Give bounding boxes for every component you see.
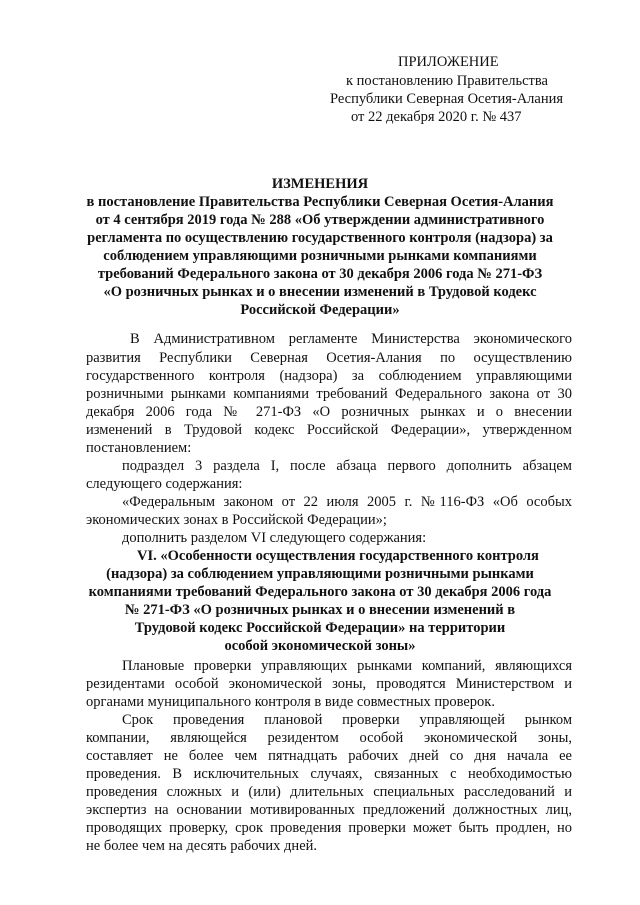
paragraph-line: проводящих проверку, срок проведения проверки может быть продлен, но: [86, 820, 572, 836]
approval-line: Республики Северная Осетия-Алания: [330, 91, 564, 107]
paragraph-line: следующего содержания:: [86, 476, 243, 492]
paragraph-line: государственного контроля (надзора) за соблюдением управляющими: [86, 368, 572, 384]
section-title-line: № 271-ФЗ «О розничных рынках и о внесении изменений в: [124, 602, 516, 618]
title-line: «О розничных рынках и о внесении изменений в Трудовой кодекс: [103, 284, 537, 300]
paragraph-line: экспертиз на основании мотивированных предложений должностных лиц,: [86, 802, 572, 818]
title-line: Российской Федерации»: [240, 302, 400, 318]
paragraph-line: развития Республики Северная Осетия-Алания по осуществлению: [86, 350, 572, 366]
title-line: в постановление Правительства Республики Северная Осетия-Алания: [86, 194, 554, 210]
paragraph-line: органами муниципального контроля в виде совместных проверок.: [86, 694, 495, 710]
paragraph-line: резидентами особой экономической зоны, проводятся Министерством и: [86, 676, 572, 692]
paragraph-line: розничными рынками компаниями требований Федерального закона от 30: [86, 386, 572, 402]
paragraph-line: декабря 2006 года № 271-ФЗ «О розничных рынках и о внесении: [86, 404, 572, 420]
section-title-line: Трудовой кодекс Российской Федерации» на территории: [134, 620, 506, 636]
section-title-line: (надзора) за соблюдением управляющими розничными рынками: [106, 566, 534, 582]
paragraph-line: изменений в Трудовой кодекс Российской Федерации», утвержденном: [86, 422, 572, 438]
section-title-line: особой экономической зоны»: [224, 638, 416, 654]
title-line: требований Федерального закона от 30 декабря 2006 года № 271-ФЗ: [97, 266, 543, 282]
amendment-item-2: дополнить разделом VI следующего содержания:: [122, 530, 427, 546]
paragraph-line: проведения сложных и (или) длительных специальных расследований и: [86, 784, 572, 800]
approval-line: к постановлению Правительства: [346, 73, 548, 89]
paragraph-line: составляет не более чем пятнадцать рабочих дней со дня начала ее: [86, 748, 572, 764]
paragraph-line: Плановые проверки управляющих рынками компаний, являющихся: [122, 658, 572, 674]
paragraph-line: проведения. В исключительных случаях, связанных с необходимостью: [86, 766, 572, 782]
title-line: соблюдением управляющими розничными рынками компаниями: [103, 248, 537, 264]
paragraph-line: не более чем на десять рабочих дней.: [86, 838, 318, 854]
approval-heading: ПРИЛОЖЕНИЕ: [398, 54, 499, 70]
approval-line: от 22 декабря 2020 г. № 437: [351, 109, 522, 125]
title-line: регламента по осуществлению государственного контроля (надзора) за: [87, 230, 553, 246]
paragraph-line: В Административном регламенте Министерства экономического: [130, 331, 572, 347]
paragraph-line: экономических зонах в Российской Федерации»;: [86, 512, 387, 528]
section-title-line: VI. «Особенности осуществления государственного контроля: [137, 548, 539, 564]
paragraph-line: постановлением:: [86, 440, 192, 456]
title-line: от 4 сентября 2019 года № 288 «Об утверждении административного: [95, 212, 545, 228]
section-title-line: компаниями требований Федерального закона от 30 декабря 2006 года: [88, 584, 552, 600]
paragraph-line: Срок проведения плановой проверки управляющей рынком: [122, 712, 572, 728]
paragraph-line: подраздел 3 раздела I, после абзаца первого дополнить абзацем: [122, 458, 572, 474]
title-heading: ИЗМЕНЕНИЯ: [271, 176, 369, 192]
paragraph-line: компании, являющейся резидентом особой экономической зоны,: [86, 730, 572, 746]
paragraph-line: «Федеральным законом от 22 июля 2005 г. №116-ФЗ «Об особых: [122, 494, 572, 510]
